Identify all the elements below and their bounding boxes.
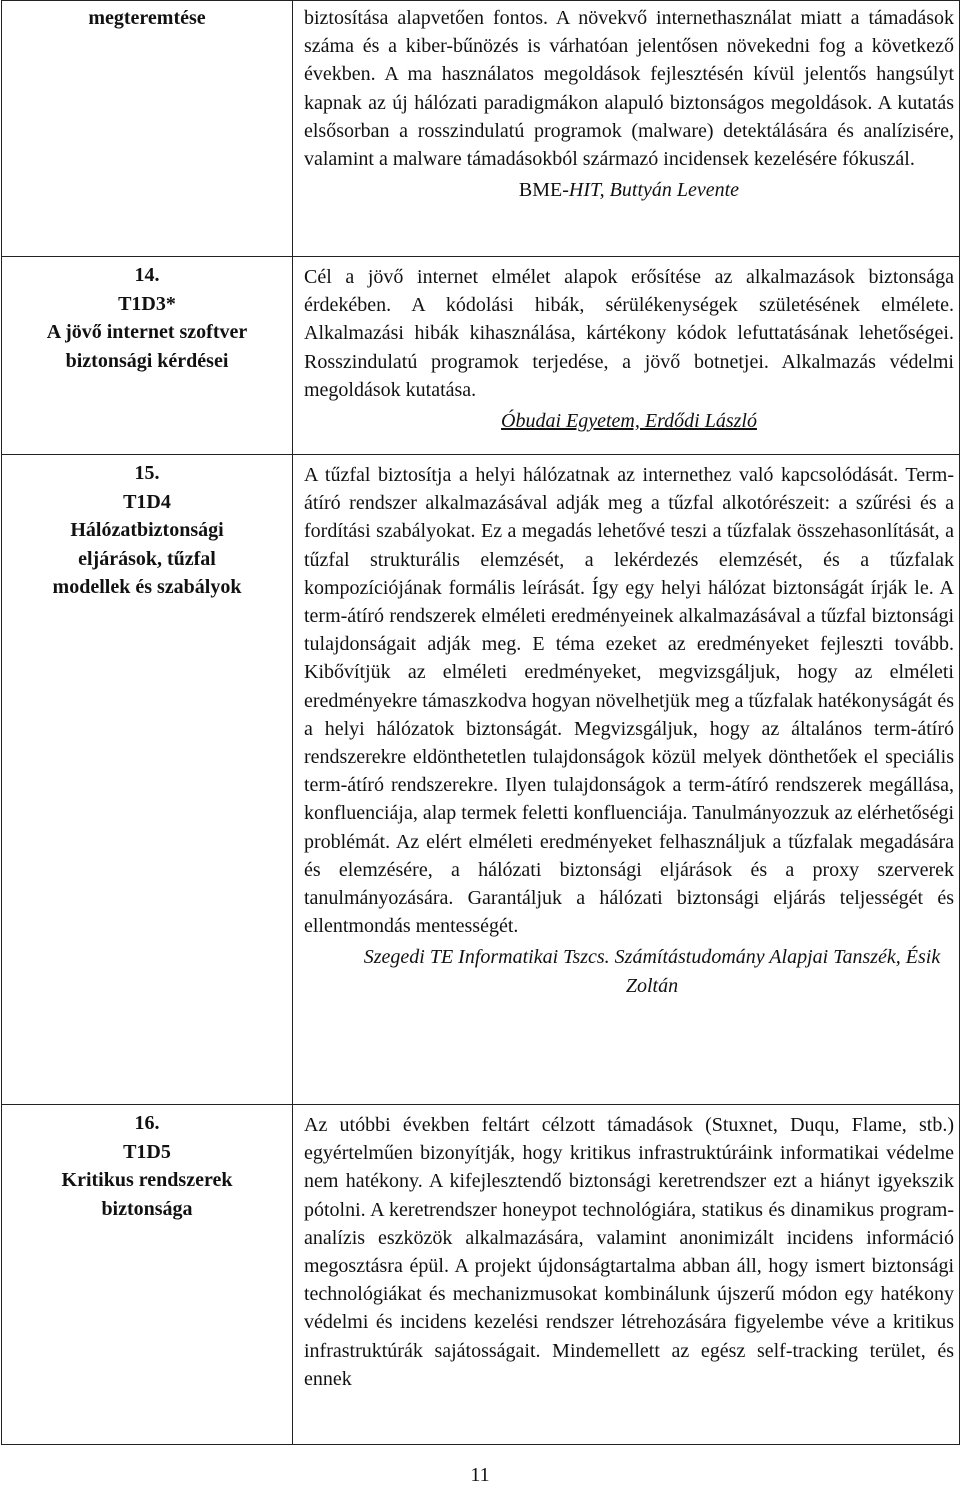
table-row xyxy=(2,1105,960,1445)
credit-prefix: BME- xyxy=(518,179,569,202)
topic-credit: Szegedi TE Informatikai Tszcs. Számítástudomány Alapjai Tanszék, Ésik Zoltán xyxy=(363,946,941,997)
topic-description-cell xyxy=(293,1105,960,1445)
topic-code: T1D5 xyxy=(123,1140,171,1163)
topic-label-cell xyxy=(2,1,293,257)
topic-code: T1D3* xyxy=(118,292,176,315)
topic-label-line: megteremtése xyxy=(88,7,206,29)
topic-description-cell xyxy=(293,257,960,455)
topic-label xyxy=(2,1,292,33)
topic-number: 14. xyxy=(134,264,160,286)
topic-title-line: Hálózatbiztonsági xyxy=(70,519,224,541)
table-row xyxy=(2,455,960,1105)
topic-number: 16. xyxy=(134,1112,160,1134)
topic-title-line: A jövő internet szoftver xyxy=(46,321,248,343)
topic-title-line: biztonsága xyxy=(101,1197,193,1220)
topic-description-cell xyxy=(293,455,960,1105)
topic-label-cell xyxy=(2,455,293,1105)
topic-title-line: eljárások, tűzfal xyxy=(78,547,216,570)
topic-credit xyxy=(293,176,959,207)
table-row xyxy=(2,1,960,257)
topic-description-cell xyxy=(293,1,960,257)
topic-description: biztosítása alapvetően fontos. A növekvő internethasználat miatt a támadások száma és a kiber-bűnözés is várhatóan jelentősen növekedni fog a következő években. A ma használatos megoldások fejlesztésén kívül jelentős hangsúlyt kapnak az új hálózati paradigmákon alapuló biztonságos megoldások. A kutatás elsősorban a rosszindulatú programok (malware) detektálására és analízisére, valamint a malware támadásokból származó incidensek kezelésére fókuszál. xyxy=(304,7,954,171)
topic-title-line: biztonsági kérdései xyxy=(65,349,229,372)
topic-description: Az utóbbi években feltárt célzott támadások (Stuxnet, Duqu, Flame, stb.) egyértelműen bizonyítják, hogy kritikus infrastruktúráink informatikai védelme nem hatékony. A kifejlesztendő biztonsági keretrendszer ezt a hiányt igyekszik pótolni. A keretrendszer honeypot technológiára, statikus és dinamikus program-analízis eszközök alkalmazására, valamint anonimizált incidens információ megosztásra épül. A projekt újdonságtartalma abban áll, hogy ismert biztonsági technológiákat és mechanizmusokat kombinálunk újszerű módon egy hatékony védelmi és incidens kezelési rendszer létrehozására figyelembe véve a kritikus infrastruktúrák sajátosságait. Mindemellett az egész self-tracking terület, és ennek xyxy=(304,1114,954,1390)
topic-number: 15. xyxy=(134,462,160,484)
topic-code: T1D4 xyxy=(123,490,171,513)
topic-credit: Óbudai Egyetem, Erdődi László xyxy=(501,410,757,433)
topic-description: A tűzfal biztosítja a helyi hálózatnak az internethez való kapcsolódását. Term-átíró rendszer alkalmazásával adják meg a tűzfal alkotórészeit: a szűrési és a fordítási szabályokat. Ez a megadás lehetővé teszi a tűzfalak összehasonlítását, a tűzfal strukturális elemzését, a lekérdezés elemzését, és a tűzfalak kompozíciójának formális leírását. Így egy helyi hálózat biztonságát írják le. A term-átíró rendszerek elméleti eredményeinek alkalmazásával a tűzfal biztonsági tulajdonságait adják meg. E téma ezeket az eredményeket fejleszti tovább. Kibővítjük az elméleti eredményeket, megvizsgáljuk, hogy az elméleti eredményekre támaszkodva hogyan növelhetjük meg a tűzfalak hatékonyságát és a helyi hálózatok biztonságát. Megvizsgáljuk, hogy az általános term-átíró rendszerekre eldönthetetlen tulajdonságok közül melyek dönthetőek el speciális term-átíró rendszerekre. Ilyen tulajdonságok a term-átíró rendszerek megállása, konfluenciája, alap termek feletti konfluenciája. Tanulmányozzuk az elérhetőségi problémát. Az elért elméleti eredményeket felhasználjuk a tűzfalak megadására és elemzésére, a hálózati biztonsági eljárások és a proxy szerverek tanulmányozására. Garantáljuk a hálózati biztonsági eljárás teljességét és ellentmondás mentességét. xyxy=(304,464,954,938)
topic-table xyxy=(1,0,960,1445)
topic-title-line: modellek és szabályok xyxy=(52,576,242,598)
topic-label-cell xyxy=(2,257,293,455)
topic-label xyxy=(2,1105,292,1223)
topic-description: Cél a jövő internet elmélet alapok erősítése az alkalmazások biztonsága érdekében. A kódolási hibák, sérülékenységek születésének elmélete. Alkalmazási hibák kihasználása, kártékony kódok lefuttatásának lehetőségei. Rosszindulatú programok terjedése, a jövő botnetjei. Alkalmazás védelmi megoldások kutatása. xyxy=(304,266,954,401)
topic-label xyxy=(2,455,292,602)
table-row xyxy=(2,257,960,455)
credit-rest: HIT, Buttyán Levente xyxy=(568,179,740,202)
topic-label xyxy=(2,257,292,375)
topic-label-cell xyxy=(2,1105,293,1445)
topic-title-line: Kritikus rendszerek xyxy=(61,1169,233,1191)
page-number: 11 xyxy=(470,1464,490,1486)
